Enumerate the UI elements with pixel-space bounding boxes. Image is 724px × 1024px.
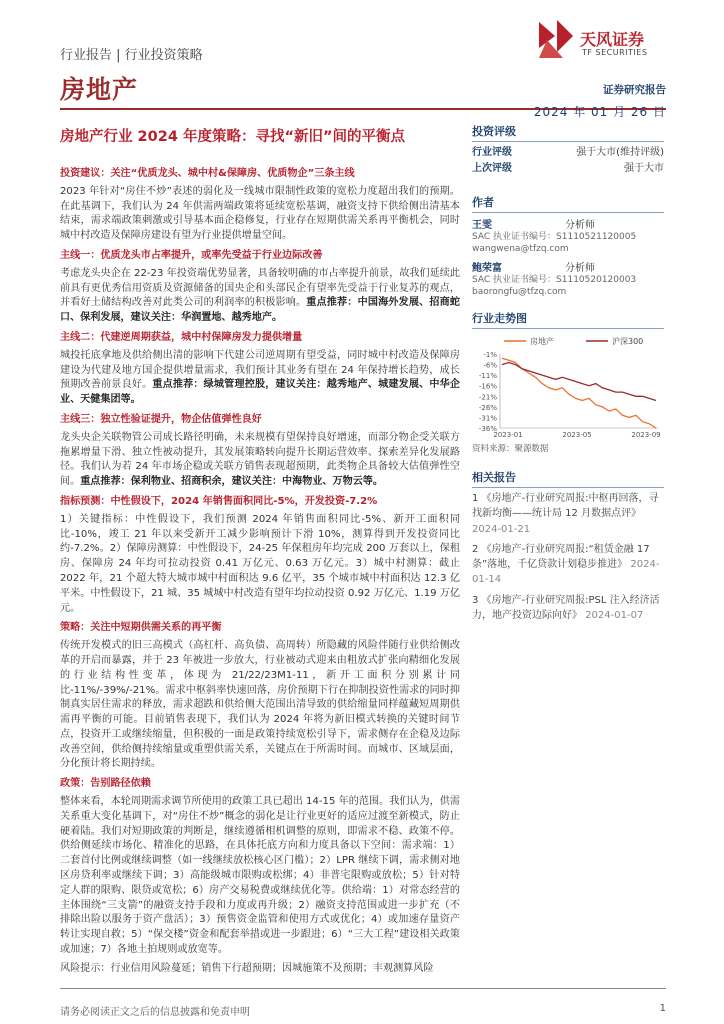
paragraph: 城投托底拿地及供给侧出清的影响下代建公司逆周期有望受益，同时城中村改造及保障房建设为代建及地方国企提供增量需求，我们预计其业务有望在 24 年保持增长趋势，成长预期改善前景良好。重点推荐：绿城管理控股，建议关注：越秀地产、城建发展、中华企业、天健集团等。	[60, 349, 461, 406]
y-tick-label: -16%	[478, 382, 497, 391]
section-heading: 政策：告别路径依赖	[60, 778, 151, 790]
y-tick-label: -6%	[483, 361, 497, 370]
legend-label: 沪深300	[612, 337, 644, 346]
legend-label: 房地产	[530, 337, 554, 346]
author: 鲍荣富 分析师 SAC 执业证书编号：S1110520120003 baorongfu@tfzq.com	[472, 259, 664, 298]
recommendation: 重点推荐：中国海外发展、招商蛇口、保利发展，建议关注：华润置地、越秀地产。	[60, 297, 461, 324]
paragraph: 考虑龙头央企在 22-23 年投资端优势显著，具备较明确的市占率提升前景，故我们延续此前具有更优秀信用资质及资源储备的国央企和头部民企有望率先受益于行业复苏的观点，并看好土储结构改善对此类公司的利润率的积极影响。重点推荐：中国海外发展、招商蛇口、保利发展，建议关注：华润置地、越秀地产。	[60, 267, 461, 324]
sidebar	[472, 123, 664, 628]
paragraph: 1）关键指标：中性假设下，我们预测 2024 年销售面积同比-5%、新开工面积同比-10%，竣工 21 年以来受新开工减少影响预计下滑 10%，测算得到开发投资同比约-7.2%。2）保障房测算：中性假设下，24-25 年保租房年均完成 200 万套以上，保租房、保障房 24 年均可拉动投资 0.41 万亿元、0.63 万亿元。3）城中村测算：截止 2022 年，21 个超大特大城市城中村面积达 9.6 亿平，35 个城市城中村面积达 12.3 亿平米。中性假设下，21 城、35 城城中村改造有望年均拉动投资 0.92 万亿元、1.19 万亿元。	[60, 513, 460, 614]
prev-rating-row: 上次评级 强于大市	[472, 161, 664, 177]
trend-chart-svg	[472, 332, 664, 440]
paragraph: 龙头央企关联物管公司成长路径明确，未来规模有望保持良好增速，而部分物企受关联方拖累增量下滑、独立性被动提升，其发展策略转向提升长期运营效率、探索差异化发展路径。我们认为若 24 年市场企稳或关联方销售表现超预期，此类物企具备较大估值弹性空间。重点推荐：保利物业、招商积余，建议关注：中海物业、万物云等。	[60, 431, 460, 488]
footer-rule	[60, 988, 666, 989]
author: 王雯 分析师 SAC 执业证书编号：S1110521120005 wangwena@tfzq.com	[472, 216, 664, 255]
x-tick-label: 2023-05	[562, 431, 592, 439]
report-title: 房地产行业 2024 年度策略：寻找“新旧”间的平衡点	[60, 129, 406, 145]
section-heading: 主线三：独立性验证提升，物企估值弹性良好	[60, 413, 262, 425]
page-number: 1	[659, 1003, 666, 1014]
rating-value: 强于大市(维持评级)	[576, 147, 664, 158]
y-tick-label: -36%	[478, 425, 497, 433]
related-report[interactable]: 1 《房地产-行业研究周报:中枢再回落，寻找新均衡——统计局 12 月数据点评》 2024-01-21	[472, 493, 659, 535]
x-tick-label: 2023-09	[631, 431, 661, 439]
trend-chart	[472, 332, 664, 440]
x-tick-label: 2023-01	[493, 431, 523, 439]
section-heading: 投资建议：关注“优质龙头、城中村&保障房、优质物企”三条主线	[60, 168, 355, 179]
y-tick-label: -1%	[483, 351, 497, 359]
company-name-en: TF SECURITIES	[582, 48, 648, 57]
y-tick-label: -31%	[478, 414, 497, 423]
series-line	[502, 358, 656, 428]
sector-title: 房地产	[60, 75, 139, 104]
risk-warning: 风险提示：行业信用风险蔓延；销售下行超预期；因城施策不及预期；丰观测算风险	[60, 962, 434, 974]
report-category: 行业报告 | 行业投资策略	[60, 48, 203, 63]
related-report[interactable]: 2 《房地产-行业研究周报:“租赁金融 17 条”落地，千亿贷款计划稳步推进》 2024-01-14	[472, 543, 660, 586]
chart-source: 资料来源：聚源数据	[472, 444, 549, 454]
main-body	[60, 167, 460, 979]
section-heading: 指标预测：中性假设下，2024 年销售面积同比-5%，开发投资-7.2%	[60, 495, 378, 507]
author-email[interactable]: wangwena@tfzq.com	[472, 244, 569, 254]
report-type: 证券研究报告	[603, 84, 666, 96]
series-line	[502, 363, 656, 401]
recommendation: 重点推荐：绿城管理控股，建议关注：越秀地产、城建发展、中华企业、天健集团等。	[60, 379, 461, 406]
author-email[interactable]: baorongfu@tfzq.com	[472, 287, 567, 297]
section-heading: 主线一：优质龙头市占率提升，或率先受益于行业边际改善	[60, 249, 323, 261]
trend-heading: 行业走势图	[472, 310, 664, 329]
related-report[interactable]: 3 《房地产-行业研究周报:PSL 注入经济活力，地产投资边际向好》 2024-01-07	[472, 594, 660, 622]
y-tick-label: -21%	[478, 393, 497, 402]
company-name: 天风证券	[580, 30, 645, 49]
section-heading: 主线二：代建逆周期获益，城中村保障房发力提供增量	[60, 331, 303, 343]
y-tick-label: -11%	[478, 372, 497, 381]
footer-disclaimer: 请务必阅读正文之后的信息披露和免责申明	[60, 1007, 250, 1018]
related-heading: 相关报告	[472, 469, 664, 488]
paragraph: 传统开发模式的旧三高模式（高杠杆、高负债、高周转）所隐藏的风险伴随行业供给侧改革的开启而暴露，并于 23 年被进一步放大，行业被动式迎来由粗放式扩张向精细化发展的行业结构性变革，体现为 21/22/23M1-11，新开工面积分别累计同比-11%/-39%/-21%。需求中枢斜率快速回落，房价预期下行在抑制投资性需求的同时抑制真实居住需求的释放，需求超跌和供给侧大范围出清导致的供给缩量同样蕴藏短周期供需再平衡的可能。目前销售表现下，我们认为 2024 年将为新旧模式转换的关键时间节点，投资开工或继续缩量，但积极的一面是政策持续宽松引导下，需求侧存在企稳及边际改善空间，供给侧持续缩量或重塑供需关系，关键点在于所需时间。而城市、区域层面，分化预计将长期持续。	[60, 640, 460, 770]
authors-heading: 作者	[472, 194, 664, 213]
section-heading: 策略：关注中短期供需关系的再平衡	[60, 622, 222, 634]
report-date: 2024 年 01 月 26 日	[533, 105, 666, 119]
y-tick-label: -26%	[478, 403, 497, 412]
paragraph: 整体来看，本轮周期需求调节所使用的政策工具已超出 14-15 年的范围。我们认为，供需关系重大变化基调下，对“房住不炒”概念的弱化是让行业更好的适应过渡至新模式，防止硬着陆。我们对短期政策的判断是，继续遵循相机调整的原则，即需求不稳、政策不停。供给侧延续市场化、精准化的思路，在具体托底方向和力度具备以下空间：需求端：1）二套首付比例或继续调整（如一线继续放松核心区门槛）；2）LPR 继续下调，需求侧对地区房贷利率或继续下调；3）高能级城市限购或松绑；4）非普宅限购或放松；5）针对特定人群的限购、限贷或宽松；6）房产交易税费或继续优化等。供给端：1）对常态经营的主体围绕“三支箭”的融资支持手段和力度或再升级；2）融资支持范围或进一步扩充（不排除出险以服务于资产盘活）；3）预售资金监管和使用方式或优化；4）或加速存量资产转让实现自救；5）“保交楼”资金和配套举措或进一步跟进；6）“三大工程”建设相关政策或加速；7）各地土拍规则或放宽等。	[60, 796, 460, 956]
rating-row: 行业评级 强于大市(维持评级)	[472, 145, 664, 161]
recommendation: 重点推荐：保利物业、招商积余，建议关注：中海物业、万物云等。	[80, 476, 383, 488]
rating-heading: 投资评级	[472, 123, 664, 142]
prev-rating-value: 强于大市	[624, 163, 664, 174]
paragraph: 2023 年针对“房住不炒”表述的弱化及一线城市限制性政策的宽松力度超出我们的预期。在此基调下，我们认为 24 年供需两端政策将延续宽松基调，融资支持下供给侧出清基本结束，需求端政策刺激或引导基本面企稳修复，行业存在短期供需关系再平衡机会，同时城中村改造及保障房建设有望为行业提供增量空间。	[60, 185, 460, 242]
